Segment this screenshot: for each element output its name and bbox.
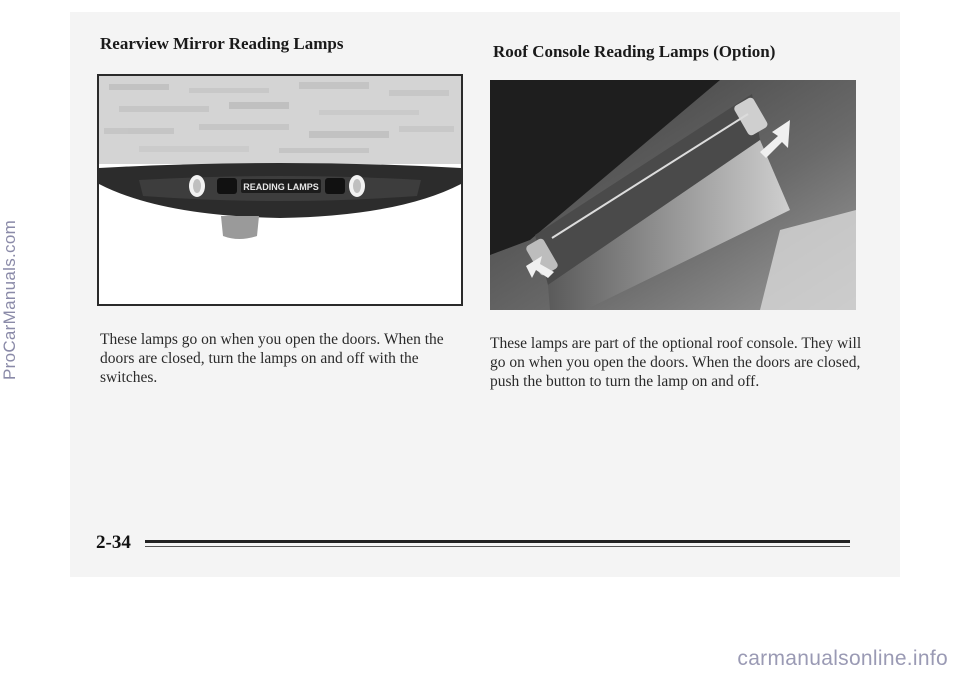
roof-console-illustration — [490, 80, 856, 310]
reading-lamps-label: READING LAMPS — [243, 182, 319, 192]
left-body-text: These lamps go on when you open the doors. When the doors are closed, turn the lamps on and off with the switches. — [100, 331, 444, 386]
rearview-mirror-photo — [97, 74, 463, 306]
rearview-mirror-illustration — [99, 76, 461, 304]
left-heading: Rearview Mirror Reading Lamps — [100, 34, 344, 53]
footer-rule-thin — [145, 546, 850, 547]
footer-rule — [145, 540, 850, 543]
side-watermark-text: ProCarManuals.com — [0, 219, 19, 380]
bottom-watermark: carmanualsonline.info — [737, 647, 948, 670]
right-body-text: These lamps are part of the optional roof console. They will go on when you open the doors. When the doors are closed, push the button to turn the lamp on and off. — [490, 335, 862, 390]
right-heading: Roof Console Reading Lamps (Option) — [493, 42, 776, 61]
page-number: 2-34 — [96, 532, 131, 553]
roof-console-photo — [490, 80, 856, 310]
manual-page — [70, 12, 900, 577]
